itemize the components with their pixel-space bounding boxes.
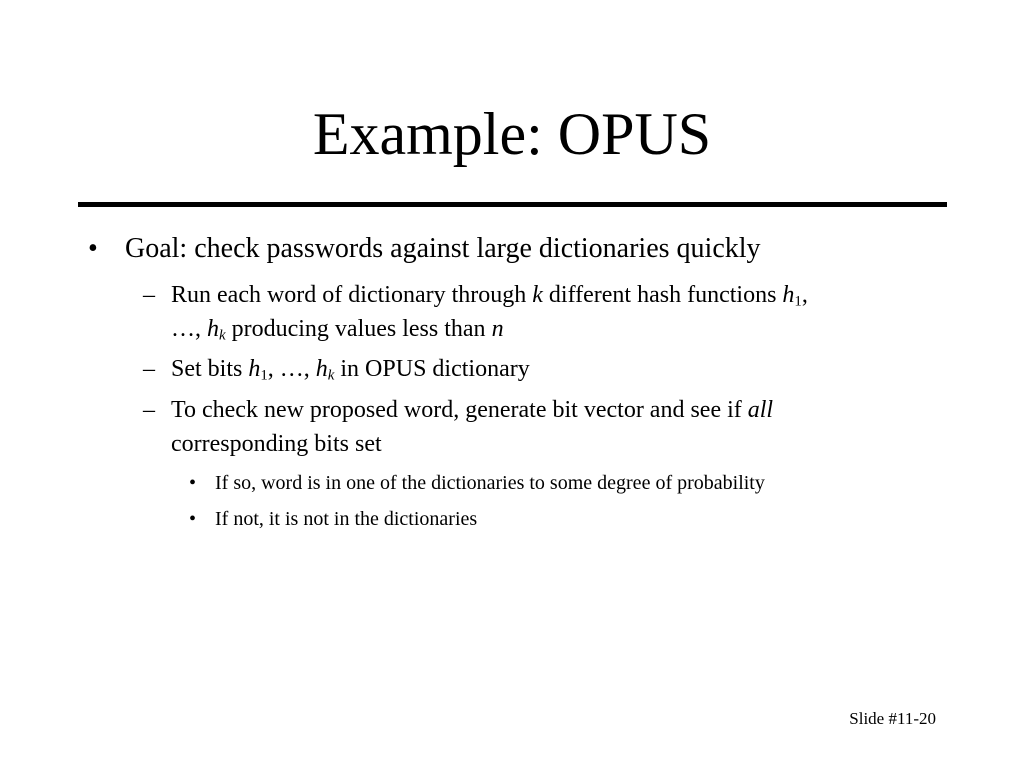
sub-bullet-text: Set bits $h_1$, …, $h_k$ in OPUS dictionary bbox=[171, 356, 530, 384]
bullet-marker: • bbox=[189, 472, 197, 494]
bullet-text: Goal: check passwords against large dictionaries quickly bbox=[125, 233, 761, 264]
slide-title: Example: OPUS bbox=[312, 101, 712, 167]
sub-sub-bullet-text: If so, word is in one of the dictionaries to some degree of probability bbox=[215, 472, 765, 494]
bullet-marker: • bbox=[189, 508, 197, 530]
dash-marker: – bbox=[143, 397, 155, 423]
sub-bullet-line-1: Run each word of dictionary through k different hash functions $h_1$, bbox=[171, 282, 808, 310]
title-divider bbox=[78, 202, 947, 207]
sub-bullet-line-1: To check new proposed word, generate bit vector and see if all bbox=[171, 397, 774, 423]
dash-marker: – bbox=[143, 282, 155, 308]
sub-sub-bullet-text: If not, it is not in the dictionaries bbox=[215, 508, 478, 530]
dash-marker: – bbox=[143, 356, 155, 382]
slide-number: Slide #11-20 bbox=[849, 709, 936, 728]
bullet-marker: • bbox=[88, 233, 98, 264]
sub-bullet-line-2: …, $h_k$ producing values less than n bbox=[171, 316, 504, 344]
sub-bullet-line-2: corresponding bits set bbox=[171, 431, 382, 457]
